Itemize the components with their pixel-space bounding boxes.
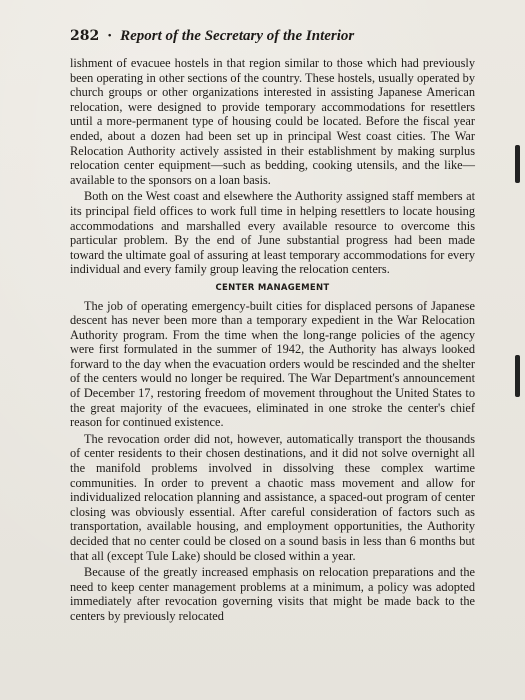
paragraph-visits-policy: Because of the greatly increased emphasis on relocation preparations and the need to keep center management problems at a minimum, a policy was adopted immediately after revocation governing visits that might be made back to the centers by previously relocated — [70, 565, 475, 623]
binder-clip-mark-bottom — [515, 355, 520, 397]
paragraph-revocation-order: The revocation order did not, however, automatically transport the thousands of center residents to their chosen destinations, and it did not solve overnight all the manifold problems involved in dissolving these complex wartime communities. In order to prevent a chaotic mass movement and allow for individualized relocation planning and assistance, a spaced-out program of center closing was obviously essential. After careful consideration of factors such as transportation, available housing, and employment opportunities, the Authority decided that no center could be closed on a sound basis in less than 6 months but that all (except Tule Lake) should be closed within a year. — [70, 431, 475, 563]
binder-clip-mark-top — [515, 145, 520, 183]
paragraph-hostels: lishment of evacuee hostels in that region similar to those which had previously been operating in other sections of the country. These hostels, usually operated by church groups or other organizations interested in assisting Japanese American relocation, were designed to provide temporary accommodations for resettlers until a more-permanent type of housing could be located. Before the fiscal year ended, about a dozen had been set up in principal West coast cities. The War Relocation Authority actively assisted in their establishment by making surplus relocation center equipment—such as bedding, cooking utensils, and the like—available to the sponsors on a loan basis. — [70, 56, 475, 187]
section-heading-center-management: CENTER MANAGEMENT — [215, 282, 330, 293]
page-number: 282 — [70, 28, 100, 44]
paragraph-operating-cities: The job of operating emergency-built cities for displaced persons of Japanese descent has never been more than a temporary expedient in the War Relocation Authority program. From the time when the long-range policies of the agency were first formulated in the summer of 1942, the Authority has always looked forward to the day when the evacuation orders would be rescinded and the shelter of the centers would no longer be required. The War Department's announcement of December 17, restoring freedom of movement throughout the United States to the great majority of the evacuees, eliminated in one stroke the center's chief reason for continued existence. — [70, 298, 475, 430]
paragraph-field-offices: Both on the West coast and elsewhere the Authority assigned staff members at its principal field offices to work full time in helping resettlers to locate housing accommodations and marshalled every available resource to overcome this particular problem. By the end of June substantial progress had been made toward the ultimate goal of assuring at least temporary accommodations for every individual and every family group leaving the relocation centers. — [70, 189, 475, 277]
running-title: Report of the Secretary of the Interior — [120, 28, 355, 44]
running-header — [70, 28, 470, 50]
header-separator: · — [107, 28, 113, 44]
body-text — [70, 56, 475, 624]
